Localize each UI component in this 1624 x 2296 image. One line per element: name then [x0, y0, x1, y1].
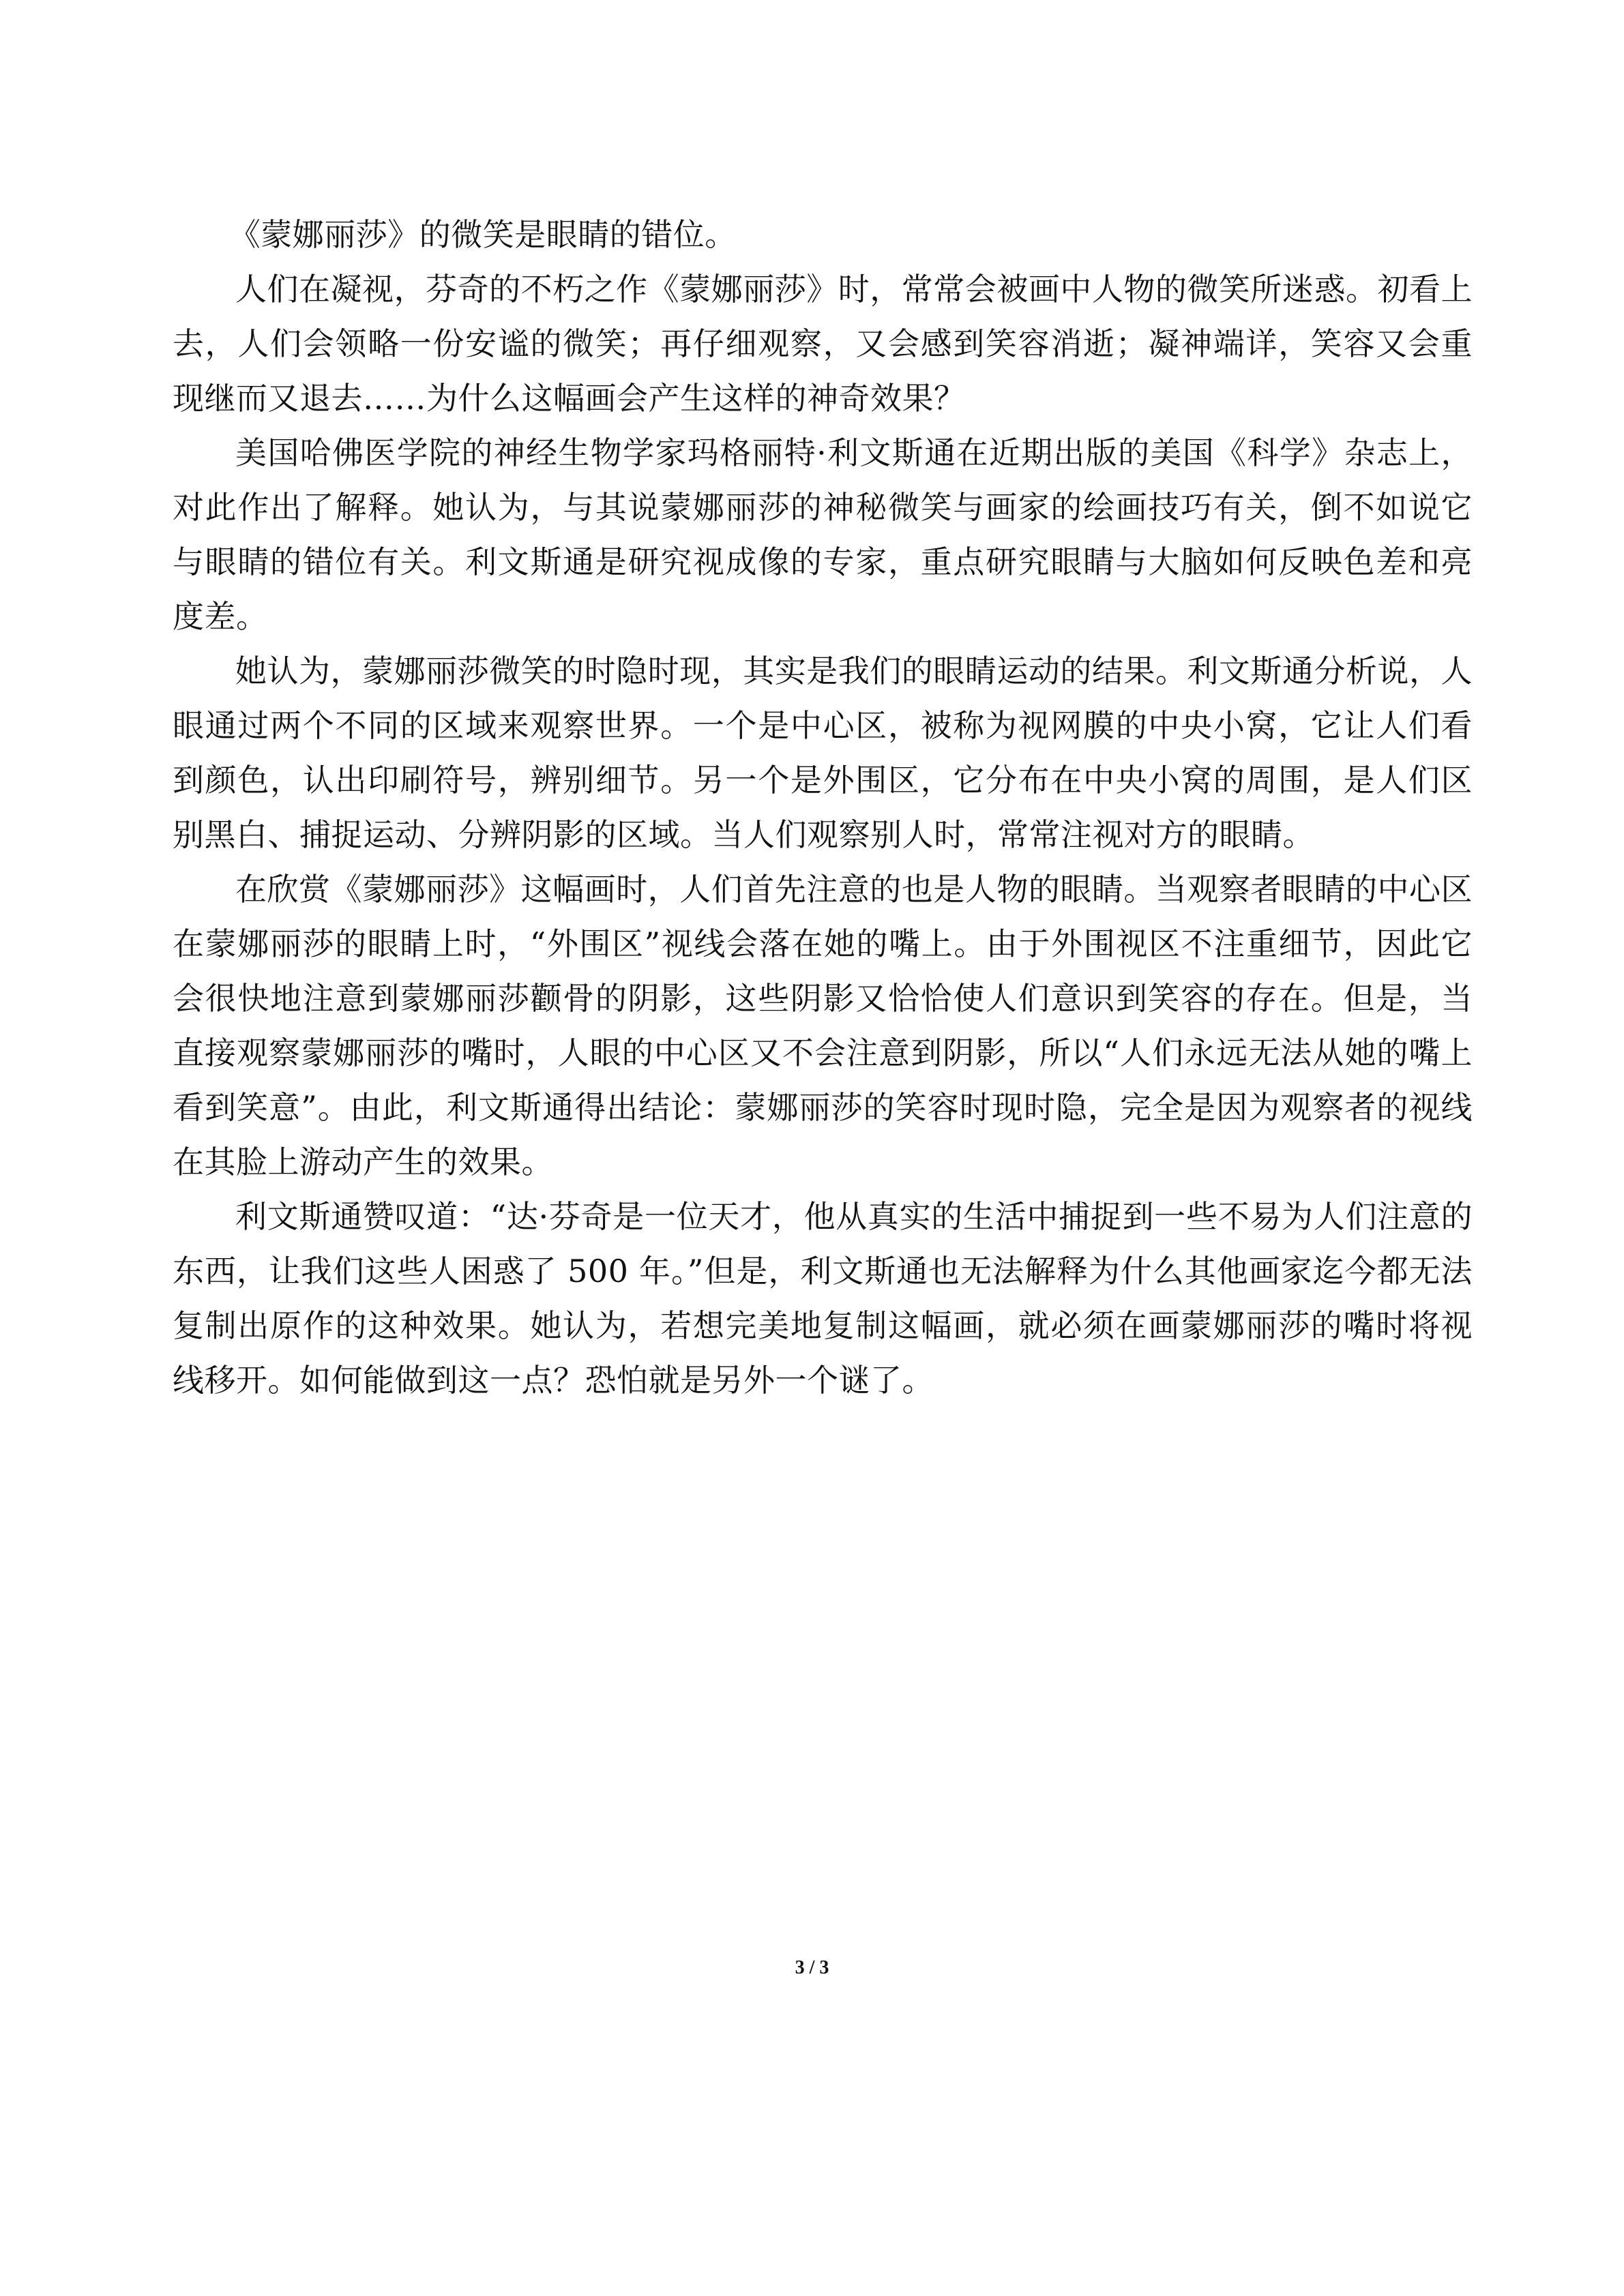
article-title-line: 《蒙娜丽莎》的微笑是眼睛的错位。 — [228, 216, 737, 253]
article-body — [173, 207, 1473, 1407]
paragraph-viewing: 在欣赏《蒙娜丽莎》这幅画时，人们首先注意的也是人物的眼睛。当观察者眼睛的中心区在蒙娜丽莎的眼睛上时，“外围区”视线会落在她的嘴上。由于外围视区不注重细节，因此它会很快地注意到蒙娜丽莎颧骨的阴影，这些阴影又恰恰使人们意识到笑容的存在。但是，当直接观察蒙娜丽莎的嘴时，人眼的中心区又不会注意到阴影，所以“人们永远无法从她的嘴上看到笑意”。由此，利文斯通得出结论：蒙娜丽莎的笑容时现时隐，完全是因为观察者的视线在其脸上游动产生的效果。 — [173, 871, 1473, 1180]
page-number: 3 / 3 — [795, 1957, 829, 1978]
paragraph-eye-regions: 她认为，蒙娜丽莎微笑的时隐时现，其实是我们的眼睛运动的结果。利文斯通分析说，人眼通过两个不同的区域来观察世界。一个是中心区，被称为视网膜的中央小窝，它让人们看到颜色，认出印刷符号，辨别细节。另一个是外围区，它分布在中央小窝的周围，是人们区别黑白、捕捉运动、分辨阴影的区域。当人们观察别人时，常常注视对方的眼睛。 — [173, 653, 1473, 853]
paragraph-conclusion: 利文斯通赞叹道：“达·芬奇是一位天才，他从真实的生活中捕捉到一些不易为人们注意的东西，让我们这些人困惑了 500 年。”但是，利文斯通也无法解释为什么其他画家迄今都无法复制出原作的这种效果。她认为，若想完美地复制这幅画，就必须在画蒙娜丽莎的嘴时将视线移开。如何能做到这一点？恐怕就是另外一个谜了。 — [173, 1198, 1473, 1399]
paragraph-explanation: 美国哈佛医学院的神经生物学家玛格丽特·利文斯通在近期出版的美国《科学》杂志上，对此作出了解释。她认为，与其说蒙娜丽莎的神秘微笑与画家的绘画技巧有关，倒不如说它与眼睛的错位有关。利文斯通是研究视成像的专家，重点研究眼睛与大脑如何反映色差和亮度差。 — [173, 434, 1473, 635]
paragraph-intro: 人们在凝视，芬奇的不朽之作《蒙娜丽莎》时，常常会被画中人物的微笑所迷惑。初看上去，人们会领略一份安谧的微笑；再仔细观察，又会感到笑容消逝；凝神端详，笑容又会重现继而又退去……为什么这幅画会产生这样的神奇效果？ — [173, 271, 1473, 417]
